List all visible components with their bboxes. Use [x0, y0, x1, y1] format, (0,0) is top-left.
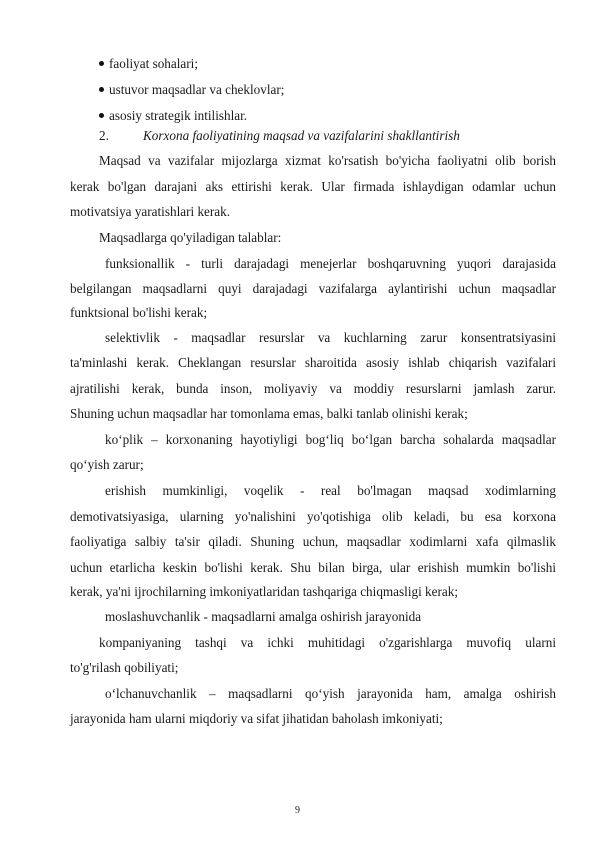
paragraph-line: ajratilishi kerak, bunda inson, moliyaviy va moddiy resurslarni jamlash zarur.: [70, 381, 556, 396]
paragraph-line: belgilangan maqsadlarni quyi darajadagi vazifalarga aylantirishi uchun maqsadlar: [70, 281, 556, 296]
paragraph-line: uchun etarlicha keskin bo'lishi kerak. Shu bilan birga, ular erishish mumkin bo'lishi: [70, 560, 556, 575]
paragraph-line: motivatsiya yaratishlari kerak.: [70, 204, 231, 219]
paragraph-line: ta'minlashi kerak. Cheklangan resurslar sharoitida asosiy ishlab chiqarish vazifalari: [70, 355, 556, 370]
bullet-item: [99, 108, 247, 124]
section-number: 2.: [99, 128, 109, 143]
paragraph-line: demotivatsiyasiga, ularning yo'nalishini yo'qotishiga olib keladi, bu esa korxona: [70, 509, 556, 524]
paragraph-line: erishish mumkinligi, voqelik - real bo'lmagan maqsad xodimlarning: [105, 483, 556, 498]
bullet-item: [99, 82, 284, 98]
paragraph-line: funksionallik - turli darajadagi menejerlar boshqaruvning yuqori darajasida: [105, 256, 556, 271]
page-number: 9: [295, 805, 300, 816]
paragraph-line: kerak bo'lgan darajani aks ettirishi kerak. Ular firmada ishlaydigan odamlar uchun: [70, 179, 556, 194]
paragraph-line: ko‘plik – korxonaning hayotiyligi bog‘liq bo‘lgan barcha sohalarda maqsadlar: [105, 432, 556, 447]
bullet-dot-icon: [99, 87, 104, 92]
paragraph-line: jarayonida ham ularni miqdoriy va sifat jihatidan baholash imkoniyati;: [70, 711, 443, 726]
bullet-dot-icon: [99, 61, 104, 66]
section-heading: [99, 128, 460, 144]
bullet-text: asosiy strategik intilishlar.: [109, 108, 248, 123]
paragraph-line: selektivlik - maqsadlar resurslar va kuchlarning zarur konsentratsiyasini: [105, 330, 556, 345]
paragraph-line: Maqsadlarga qo'yiladigan talablar:: [99, 230, 282, 245]
paragraph-line: kompaniyaning tashqi va ichki muhitidagi o'zgarishlarga muvofiq ularni: [99, 635, 556, 650]
paragraph-line: faoliyatiga salbiy ta'sir qiladi. Shuning uchun, maqsadlar xodimlarni xafa qilmaslik: [70, 534, 556, 549]
bullet-text: ustuvor maqsadlar va cheklovlar;: [109, 82, 285, 97]
bullet-text: faoliyat sohalari;: [109, 56, 198, 71]
paragraph-line: funktsional bo'lishi kerak;: [70, 305, 208, 320]
paragraph-line: moslashuvchanlik - maqsadlarni amalga oshirish jarayonida: [105, 609, 422, 624]
paragraph-line: kerak, ya'ni ijrochilarning imkoniyatlaridan tashqariga chiqmasligi kerak;: [70, 584, 458, 599]
paragraph-line: Maqsad va vazifalar mijozlarga xizmat ko'rsatish bo'yicha faoliyatni olib borish: [99, 153, 556, 168]
paragraph-line: Shuning uchun maqsadlar har tomonlama emas, balki tanlab olinishi kerak;: [70, 406, 468, 421]
paragraph-line: qo‘yish zarur;: [70, 457, 144, 472]
paragraph-line: to'g'rilash qobiliyati;: [70, 660, 179, 675]
bullet-dot-icon: [99, 113, 104, 118]
bullet-item: [99, 56, 198, 72]
paragraph-line: o‘lchanuvchanlik – maqsadlarni qo‘yish jarayonida ham, amalga oshirish: [105, 686, 556, 701]
section-title: Korxona faoliyatining maqsad va vazifalarini shakllantirish: [143, 128, 460, 143]
